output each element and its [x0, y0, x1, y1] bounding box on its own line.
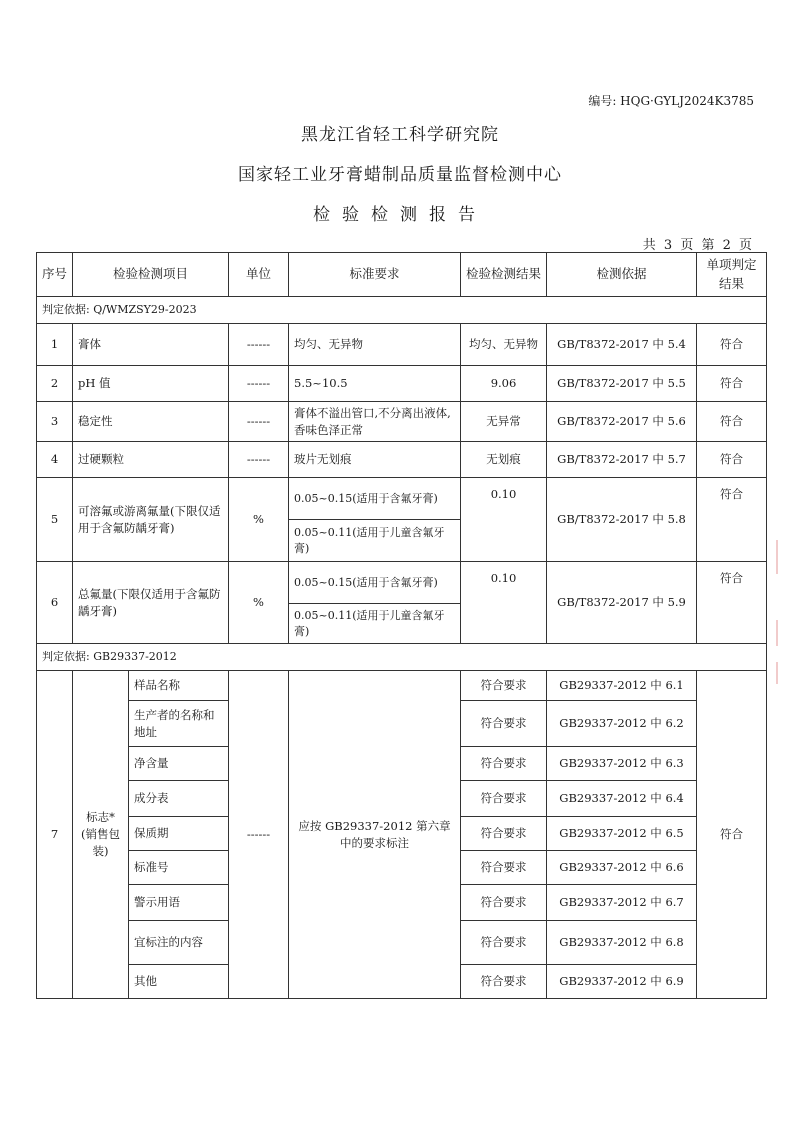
- table-row: [37, 562, 767, 604]
- row-standard-b: 0.05~0.11(适用于儿童含氟牙膏): [289, 604, 461, 644]
- table-header: [37, 253, 767, 297]
- sub-item-result: 符合要求: [461, 885, 547, 921]
- report-number: 编号: HQG·GYLJ2024K3785: [588, 94, 754, 108]
- seal-edge-mark: [776, 662, 792, 684]
- sub-item-name: 样品名称: [129, 671, 229, 701]
- sub-item-result: 符合要求: [461, 701, 547, 747]
- sub-item-basis: GB29337-2012 中 6.1: [547, 671, 697, 701]
- row-standard: 玻片无划痕: [289, 442, 461, 478]
- sub-item-basis: GB29337-2012 中 6.8: [547, 921, 697, 965]
- row-item: 稳定性: [73, 402, 229, 442]
- sub-item-name: 保质期: [129, 817, 229, 851]
- row-item: 膏体: [73, 324, 229, 366]
- sub-item-name: 生产者的名称和地址: [129, 701, 229, 747]
- institute-title: 黑龙江省轻工科学研究院: [301, 125, 499, 145]
- table-row: [37, 478, 767, 520]
- basis-row: [37, 644, 767, 671]
- row-verdict: 符合: [697, 366, 767, 402]
- header-item: 检验检测项目: [73, 253, 229, 297]
- row-standard-a: 0.05~0.15(适用于含氟牙膏): [289, 562, 461, 604]
- row-basis: GB/T8372-2017 中 5.4: [547, 324, 697, 366]
- table-row: [37, 366, 767, 402]
- center-title: 国家轻工业牙膏蜡制品质量监督检测中心: [238, 165, 562, 185]
- row-standard-a: 0.05~0.15(适用于含氟牙膏): [289, 478, 461, 520]
- row-verdict: 符合: [697, 402, 767, 442]
- row-result: 无划痕: [461, 442, 547, 478]
- basis-row: [37, 297, 767, 324]
- header-result: 检验检测结果: [461, 253, 547, 297]
- judgment-basis-2: 判定依据: GB29337-2012: [37, 644, 767, 671]
- row-verdict: 符合: [697, 478, 767, 562]
- sub-item-result: 符合要求: [461, 781, 547, 817]
- row-standard: 5.5~10.5: [289, 366, 461, 402]
- row-seq: 5: [37, 478, 73, 562]
- row-item: 可溶氟或游离氟量(下限仅适用于含氟防龋牙膏): [73, 478, 229, 562]
- row-basis: GB/T8372-2017 中 5.8: [547, 478, 697, 562]
- inspection-table: [36, 252, 767, 999]
- row-result: 无异常: [461, 402, 547, 442]
- sub-item-name: 警示用语: [129, 885, 229, 921]
- row-unit: ------: [229, 402, 289, 442]
- row-unit: %: [229, 562, 289, 644]
- sub-item-basis: GB29337-2012 中 6.9: [547, 965, 697, 999]
- row-unit: ------: [229, 366, 289, 402]
- header-seq: 序号: [37, 253, 73, 297]
- row-seq: 6: [37, 562, 73, 644]
- sub-item-result: 符合要求: [461, 921, 547, 965]
- sub-item-basis: GB29337-2012 中 6.6: [547, 851, 697, 885]
- row-unit: ------: [229, 442, 289, 478]
- row-item: pH 值: [73, 366, 229, 402]
- table-row: [37, 324, 767, 366]
- seal-edge-mark: [776, 620, 792, 646]
- sub-item-name: 宜标注的内容: [129, 921, 229, 965]
- table-row: [37, 402, 767, 442]
- sub-item-result: 符合要求: [461, 671, 547, 701]
- row-basis: GB/T8372-2017 中 5.9: [547, 562, 697, 644]
- header-unit: 单位: [229, 253, 289, 297]
- row-standard: 膏体不溢出管口,不分离出液体,香味色泽正常: [289, 402, 461, 442]
- row-seq: 7: [37, 671, 73, 999]
- sub-item-name: 净含量: [129, 747, 229, 781]
- row-verdict: 符合: [697, 324, 767, 366]
- sub-item-result: 符合要求: [461, 747, 547, 781]
- sub-item-name: 成分表: [129, 781, 229, 817]
- row-verdict: 符合: [697, 442, 767, 478]
- header-basis: 检测依据: [547, 253, 697, 297]
- sub-item-basis: GB29337-2012 中 6.4: [547, 781, 697, 817]
- row-seq: 2: [37, 366, 73, 402]
- row-standard: 应按 GB29337-2012 第六章中的要求标注: [289, 671, 461, 999]
- table-row: [37, 442, 767, 478]
- sub-item-result: 符合要求: [461, 965, 547, 999]
- sub-item-name: 标准号: [129, 851, 229, 885]
- row-standard-b: 0.05~0.11(适用于儿童含氟牙膏): [289, 520, 461, 562]
- table-row: [37, 671, 767, 701]
- row-result: 均匀、无异物: [461, 324, 547, 366]
- row-basis: GB/T8372-2017 中 5.5: [547, 366, 697, 402]
- header-verdict: 单项判定结果: [697, 253, 767, 297]
- sub-item-basis: GB29337-2012 中 6.5: [547, 817, 697, 851]
- row-standard: 均匀、无异物: [289, 324, 461, 366]
- sub-item-basis: GB29337-2012 中 6.3: [547, 747, 697, 781]
- row-item: 标志*(销售包装): [73, 671, 129, 999]
- row-basis: GB/T8372-2017 中 5.6: [547, 402, 697, 442]
- row-verdict: 符合: [697, 671, 767, 999]
- row-seq: 4: [37, 442, 73, 478]
- row-unit: %: [229, 478, 289, 562]
- row-item: 总氟量(下限仅适用于含氟防龋牙膏): [73, 562, 229, 644]
- row-unit: ------: [229, 671, 289, 999]
- row-unit: ------: [229, 324, 289, 366]
- row-verdict: 符合: [697, 562, 767, 644]
- sub-item-name: 其他: [129, 965, 229, 999]
- row-seq: 3: [37, 402, 73, 442]
- row-basis: GB/T8372-2017 中 5.7: [547, 442, 697, 478]
- row-item: 过硬颗粒: [73, 442, 229, 478]
- row-result: 9.06: [461, 366, 547, 402]
- seal-edge-mark: [776, 540, 792, 574]
- row-result: 0.10: [461, 478, 547, 562]
- header-standard: 标准要求: [289, 253, 461, 297]
- sub-item-result: 符合要求: [461, 817, 547, 851]
- sub-item-basis: GB29337-2012 中 6.2: [547, 701, 697, 747]
- row-seq: 1: [37, 324, 73, 366]
- judgment-basis-1: 判定依据: Q/WMZSY29-2023: [37, 297, 767, 324]
- report-title: 检验检测报告: [313, 205, 487, 225]
- sub-item-basis: GB29337-2012 中 6.7: [547, 885, 697, 921]
- row-result: 0.10: [461, 562, 547, 644]
- sub-item-result: 符合要求: [461, 851, 547, 885]
- page-indicator: 共 3 页 第 2 页: [642, 238, 754, 253]
